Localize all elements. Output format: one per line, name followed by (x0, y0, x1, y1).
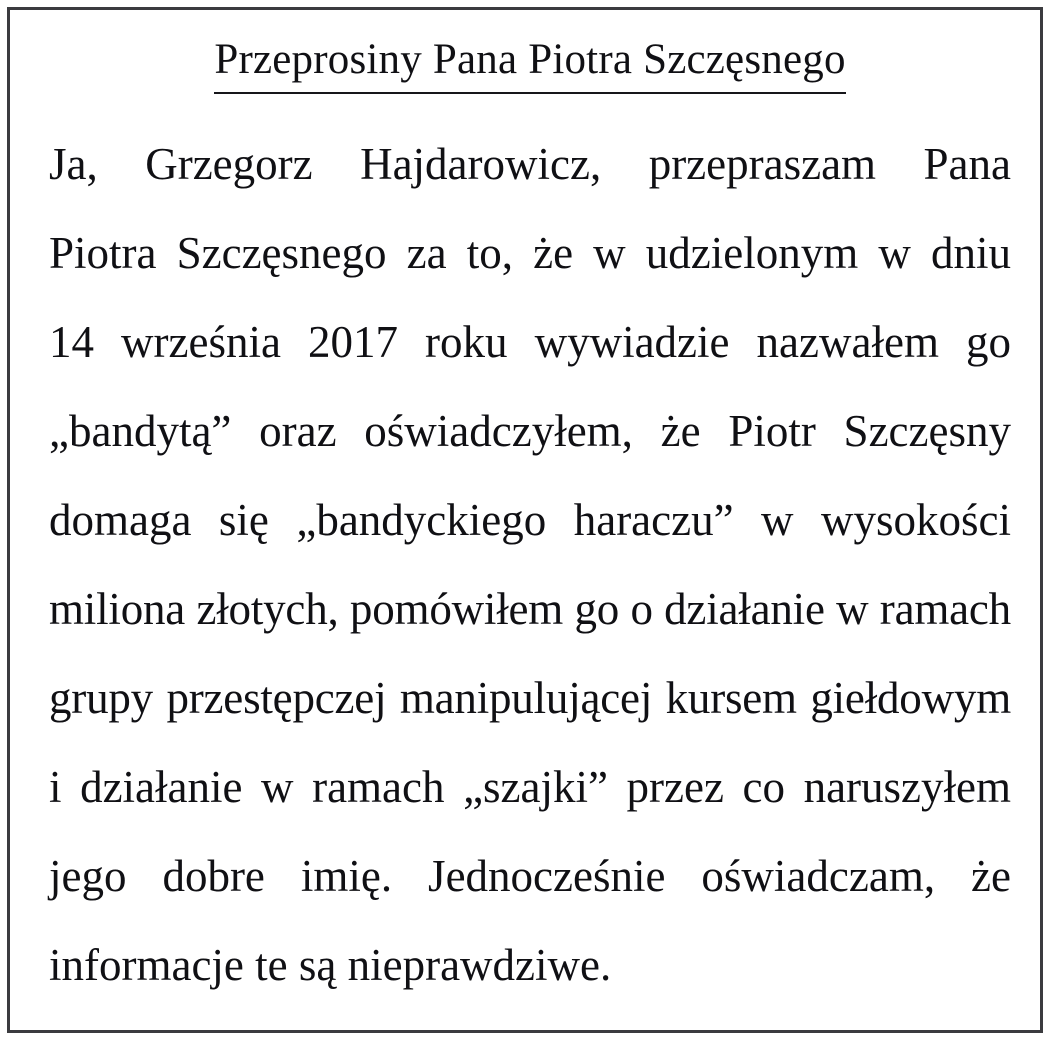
notice-border-frame (7, 7, 1043, 1033)
body-line: informacje te są nieprawdziwe. (49, 940, 612, 990)
notice-body-paragraph (49, 120, 1011, 1010)
body-line: jego dobre imię. Jednocześnie oświadczam, że (49, 851, 1011, 901)
notice-title (49, 32, 1011, 94)
body-line: Ja, Grzegorz Hajdarowicz, przepraszam Pana (49, 139, 1011, 189)
body-line: miliona złotych, pomówiłem go o działanie w ramach (49, 584, 1011, 634)
body-line: domaga się „bandyckiego haraczu” w wysokości (49, 495, 1011, 545)
notice-content (49, 32, 1011, 1012)
body-line: grupy przestępczej manipulującej kursem giełdowym (49, 673, 1011, 723)
body-line: Piotra Szczęsnego za to, że w udzielonym w dniu (49, 228, 1011, 278)
body-line: 14 września 2017 roku wywiadzie nazwałem go (49, 317, 1011, 367)
body-line: „bandytą” oraz oświadczyłem, że Piotr Szczęsny (49, 406, 1011, 456)
body-line: i działanie w ramach „szajki” przez co naruszyłem (49, 762, 1011, 812)
notice-title-text: Przeprosiny Pana Piotra Szczęsnego (214, 32, 845, 94)
